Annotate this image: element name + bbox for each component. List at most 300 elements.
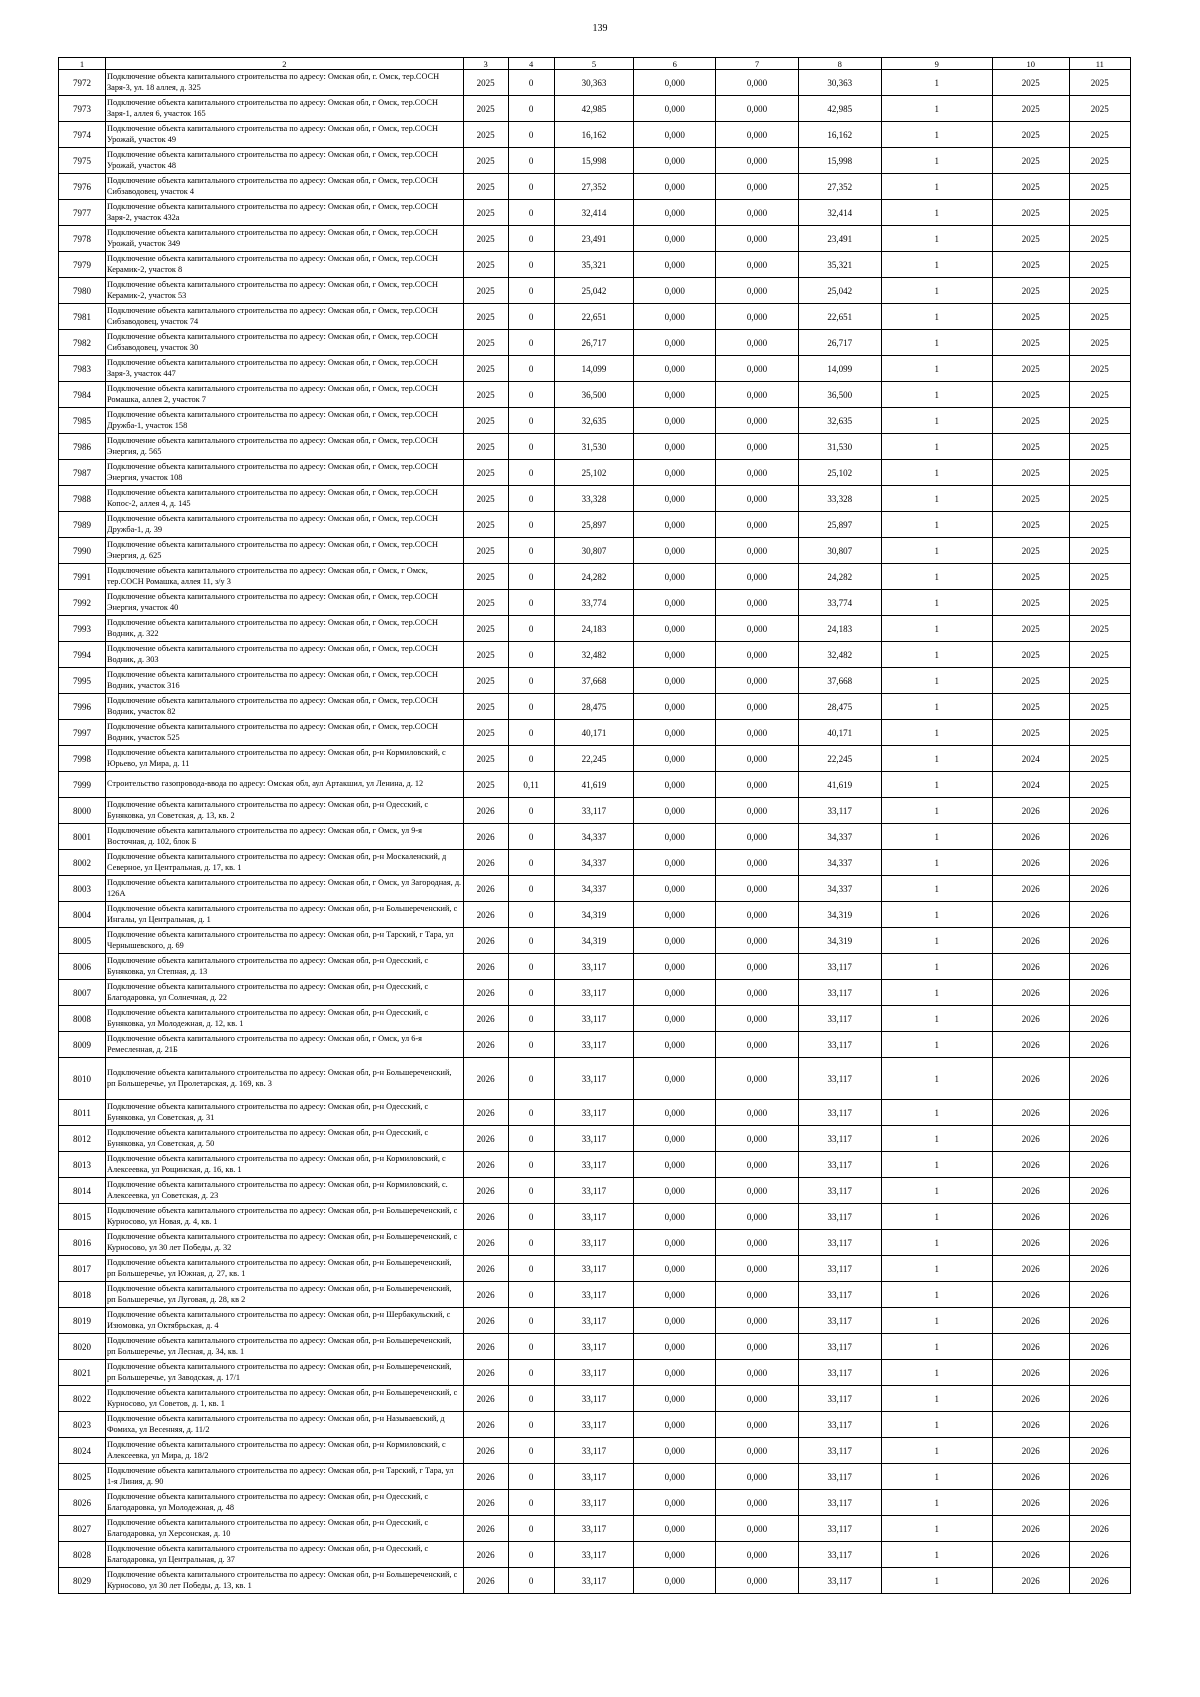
cell-cost-net: 33,117 xyxy=(798,1464,881,1490)
table-row xyxy=(59,590,1131,616)
cell-row-number: 8016 xyxy=(59,1230,106,1256)
cell-count: 1 xyxy=(881,1516,992,1542)
cell-year: 2025 xyxy=(463,356,508,382)
cell-year-start: 2026 xyxy=(992,798,1069,824)
cell-year-end: 2025 xyxy=(1069,538,1130,564)
cell-length: 0 xyxy=(508,70,554,96)
table-row xyxy=(59,70,1131,96)
cell-length: 0 xyxy=(508,564,554,590)
cell-cost-a: 0,000 xyxy=(634,928,716,954)
cell-cost-net: 33,117 xyxy=(798,1516,881,1542)
cell-cost-b: 0,000 xyxy=(716,1230,799,1256)
cell-length: 0 xyxy=(508,122,554,148)
cell-cost-b: 0,000 xyxy=(716,746,799,772)
cell-count: 1 xyxy=(881,408,992,434)
cell-description: Подключение объекта капитального строительства по адресу: Омская обл, р-н Кормиловский, с. Алексеевка, ул Советская, д. 23 xyxy=(106,1178,464,1204)
cell-row-number: 8022 xyxy=(59,1386,106,1412)
cell-description: Подключение объекта капитального строительства по адресу: Омская обл, р-н Большереченский, рп Большеречье, ул Лесная, д. 34, кв. 1 xyxy=(106,1334,464,1360)
cell-year-start: 2026 xyxy=(992,1256,1069,1282)
cell-cost-a: 0,000 xyxy=(634,70,716,96)
cell-row-number: 8029 xyxy=(59,1568,106,1594)
cell-cost-net: 25,897 xyxy=(798,512,881,538)
cell-year: 2025 xyxy=(463,564,508,590)
cell-count: 1 xyxy=(881,1256,992,1282)
cell-cost-b: 0,000 xyxy=(716,148,799,174)
cell-cost-net: 37,668 xyxy=(798,668,881,694)
cell-cost-net: 33,117 xyxy=(798,1360,881,1386)
cell-cost-a: 0,000 xyxy=(634,538,716,564)
cell-length: 0 xyxy=(508,512,554,538)
cell-cost-total: 33,117 xyxy=(554,1542,634,1568)
cell-year-start: 2024 xyxy=(992,746,1069,772)
cell-cost-total: 33,774 xyxy=(554,590,634,616)
cell-cost-a: 0,000 xyxy=(634,408,716,434)
cell-length: 0 xyxy=(508,1126,554,1152)
cell-cost-a: 0,000 xyxy=(634,902,716,928)
cell-year: 2026 xyxy=(463,1256,508,1282)
cell-year-end: 2026 xyxy=(1069,1282,1130,1308)
cell-year-start: 2025 xyxy=(992,382,1069,408)
cell-year-start: 2026 xyxy=(992,1334,1069,1360)
cell-count: 1 xyxy=(881,356,992,382)
cell-cost-total: 33,117 xyxy=(554,1032,634,1058)
cell-row-number: 7994 xyxy=(59,642,106,668)
cell-description: Подключение объекта капитального строительства по адресу: Омская обл, р-н Одесский, с Буняковка, ул Советская, д. 31 xyxy=(106,1100,464,1126)
page-number: 139 xyxy=(592,23,608,34)
cell-cost-b: 0,000 xyxy=(716,1516,799,1542)
table-row xyxy=(59,1464,1131,1490)
cell-year-start: 2026 xyxy=(992,1058,1069,1100)
cell-year-start: 2026 xyxy=(992,1412,1069,1438)
cell-cost-net: 30,807 xyxy=(798,538,881,564)
cell-length: 0 xyxy=(508,1516,554,1542)
cell-year-start: 2025 xyxy=(992,252,1069,278)
cell-cost-total: 33,117 xyxy=(554,1178,634,1204)
cell-cost-b: 0,000 xyxy=(716,538,799,564)
cell-row-number: 7974 xyxy=(59,122,106,148)
cell-row-number: 8013 xyxy=(59,1152,106,1178)
cell-cost-net: 22,245 xyxy=(798,746,881,772)
cell-length: 0 xyxy=(508,1464,554,1490)
cell-cost-a: 0,000 xyxy=(634,642,716,668)
cell-year-end: 2026 xyxy=(1069,928,1130,954)
table-row xyxy=(59,512,1131,538)
table-row xyxy=(59,1032,1131,1058)
cell-cost-b: 0,000 xyxy=(716,1100,799,1126)
table-row xyxy=(59,1006,1131,1032)
cell-cost-total: 33,117 xyxy=(554,1360,634,1386)
cell-count: 1 xyxy=(881,1152,992,1178)
table-row xyxy=(59,122,1131,148)
cell-year: 2026 xyxy=(463,1360,508,1386)
cell-cost-a: 0,000 xyxy=(634,226,716,252)
cell-cost-a: 0,000 xyxy=(634,278,716,304)
cell-cost-net: 34,319 xyxy=(798,902,881,928)
cell-cost-a: 0,000 xyxy=(634,1334,716,1360)
cell-length: 0 xyxy=(508,304,554,330)
cell-year: 2025 xyxy=(463,70,508,96)
cell-description: Подключение объекта капитального строительства по адресу: Омская обл, р-н Одесский, с Благодаровка, ул Центральная, д. 37 xyxy=(106,1542,464,1568)
cell-year-start: 2026 xyxy=(992,1542,1069,1568)
cell-count: 1 xyxy=(881,278,992,304)
cell-cost-net: 33,117 xyxy=(798,1100,881,1126)
cell-cost-net: 14,099 xyxy=(798,356,881,382)
cell-cost-net: 33,117 xyxy=(798,1334,881,1360)
cell-cost-a: 0,000 xyxy=(634,824,716,850)
table-row xyxy=(59,1230,1131,1256)
cell-length: 0 xyxy=(508,928,554,954)
cell-year-end: 2026 xyxy=(1069,1152,1130,1178)
cell-count: 1 xyxy=(881,226,992,252)
cell-description: Подключение объекта капитального строительства по адресу: Омская обл, р-н Большереченский, рп Большеречье, ул Пролетарская, д. 169, кв. 3 xyxy=(106,1058,464,1100)
table-row xyxy=(59,1152,1131,1178)
cell-year: 2026 xyxy=(463,1282,508,1308)
cell-cost-total: 33,117 xyxy=(554,1308,634,1334)
cell-year: 2025 xyxy=(463,330,508,356)
cell-description: Подключение объекта капитального строительства по адресу: Омская обл, р-н Кормиловский, с Алексеевка, ул Рощинская, д. 16, кв. 1 xyxy=(106,1152,464,1178)
cell-cost-total: 34,337 xyxy=(554,876,634,902)
cell-length: 0 xyxy=(508,798,554,824)
cell-cost-total: 24,183 xyxy=(554,616,634,642)
cell-length: 0 xyxy=(508,1178,554,1204)
table-row xyxy=(59,278,1131,304)
cell-count: 1 xyxy=(881,798,992,824)
table-row xyxy=(59,1126,1131,1152)
cell-length: 0 xyxy=(508,1256,554,1282)
cell-row-number: 7977 xyxy=(59,200,106,226)
cell-year-end: 2026 xyxy=(1069,1412,1130,1438)
cell-cost-a: 0,000 xyxy=(634,1126,716,1152)
cell-cost-b: 0,000 xyxy=(716,486,799,512)
cell-row-number: 7992 xyxy=(59,590,106,616)
cell-cost-b: 0,000 xyxy=(716,1464,799,1490)
cell-length: 0 xyxy=(508,1412,554,1438)
cell-description: Подключение объекта капитального строительства по адресу: Омская обл, г Омск, тер.СОСН Урожай, участок 349 xyxy=(106,226,464,252)
cell-year-start: 2026 xyxy=(992,824,1069,850)
cell-year: 2026 xyxy=(463,1516,508,1542)
cell-year-start: 2026 xyxy=(992,876,1069,902)
cell-row-number: 7978 xyxy=(59,226,106,252)
table-row xyxy=(59,252,1131,278)
cell-cost-b: 0,000 xyxy=(716,226,799,252)
cell-year-start: 2025 xyxy=(992,148,1069,174)
cell-row-number: 7972 xyxy=(59,70,106,96)
cell-count: 1 xyxy=(881,642,992,668)
cell-length: 0 xyxy=(508,1438,554,1464)
cell-year-start: 2025 xyxy=(992,200,1069,226)
table-row xyxy=(59,1438,1131,1464)
cell-description: Подключение объекта капитального строительства по адресу: Омская обл, р-н Одесский, с Буняковка, ул Советская, д. 50 xyxy=(106,1126,464,1152)
cell-cost-total: 33,117 xyxy=(554,1282,634,1308)
cell-description: Подключение объекта капитального строительства по адресу: Омская обл, г. Омск, тер.СОСН Заря-3, ул. 18 аллея, д. 325 xyxy=(106,70,464,96)
cell-year-end: 2026 xyxy=(1069,902,1130,928)
cell-cost-a: 0,000 xyxy=(634,720,716,746)
cell-year: 2026 xyxy=(463,1438,508,1464)
cell-year-end: 2025 xyxy=(1069,642,1130,668)
cell-cost-total: 33,117 xyxy=(554,1006,634,1032)
cell-description: Подключение объекта капитального строительства по адресу: Омская обл, г Омск, тер.СОСН Дружба-1, д. 39 xyxy=(106,512,464,538)
cell-cost-b: 0,000 xyxy=(716,1204,799,1230)
cell-year-start: 2025 xyxy=(992,408,1069,434)
cell-cost-a: 0,000 xyxy=(634,1230,716,1256)
cell-cost-a: 0,000 xyxy=(634,1308,716,1334)
cell-cost-b: 0,000 xyxy=(716,1360,799,1386)
cell-year: 2025 xyxy=(463,668,508,694)
cell-row-number: 8021 xyxy=(59,1360,106,1386)
cell-length: 0 xyxy=(508,356,554,382)
cell-length: 0 xyxy=(508,616,554,642)
table-row xyxy=(59,902,1131,928)
cell-year-end: 2025 xyxy=(1069,564,1130,590)
cell-year-start: 2025 xyxy=(992,278,1069,304)
cell-count: 1 xyxy=(881,330,992,356)
cell-year: 2026 xyxy=(463,954,508,980)
cell-cost-net: 35,321 xyxy=(798,252,881,278)
cell-year-start: 2026 xyxy=(992,1490,1069,1516)
table-row xyxy=(59,1204,1131,1230)
cell-year-end: 2026 xyxy=(1069,876,1130,902)
cell-cost-a: 0,000 xyxy=(634,1032,716,1058)
column-header: 3 xyxy=(463,58,508,70)
table-row xyxy=(59,200,1131,226)
cell-cost-b: 0,000 xyxy=(716,70,799,96)
cell-length: 0 xyxy=(508,1542,554,1568)
cell-cost-b: 0,000 xyxy=(716,1334,799,1360)
cell-cost-total: 22,651 xyxy=(554,304,634,330)
cell-cost-b: 0,000 xyxy=(716,902,799,928)
table-row xyxy=(59,148,1131,174)
cell-year-end: 2025 xyxy=(1069,148,1130,174)
table-row xyxy=(59,1178,1131,1204)
table-row xyxy=(59,174,1131,200)
cell-cost-b: 0,000 xyxy=(716,200,799,226)
cell-cost-total: 26,717 xyxy=(554,330,634,356)
cell-length: 0 xyxy=(508,252,554,278)
cell-cost-a: 0,000 xyxy=(634,1490,716,1516)
cell-cost-b: 0,000 xyxy=(716,1412,799,1438)
cell-year-start: 2025 xyxy=(992,668,1069,694)
cell-cost-net: 33,117 xyxy=(798,1126,881,1152)
cell-year-start: 2026 xyxy=(992,902,1069,928)
cell-cost-total: 33,117 xyxy=(554,1516,634,1542)
cell-year: 2026 xyxy=(463,1100,508,1126)
cell-cost-b: 0,000 xyxy=(716,330,799,356)
cell-year: 2026 xyxy=(463,1412,508,1438)
cell-description: Подключение объекта капитального строительства по адресу: Омская обл, г Омск, тер.СОСН Урожай, участок 48 xyxy=(106,148,464,174)
cell-cost-net: 26,717 xyxy=(798,330,881,356)
cell-length: 0 xyxy=(508,876,554,902)
cell-cost-net: 33,117 xyxy=(798,798,881,824)
cell-cost-total: 31,530 xyxy=(554,434,634,460)
cell-cost-net: 34,337 xyxy=(798,850,881,876)
header-row xyxy=(59,58,1131,70)
cell-length: 0 xyxy=(508,590,554,616)
cell-count: 1 xyxy=(881,668,992,694)
cell-length: 0 xyxy=(508,1568,554,1594)
table-row xyxy=(59,434,1131,460)
cell-length: 0 xyxy=(508,1308,554,1334)
cell-length: 0 xyxy=(508,1032,554,1058)
table-row xyxy=(59,1334,1131,1360)
cell-description: Подключение объекта капитального строительства по адресу: Омская обл, р-н Большереченский, с Курносово, ул 30 лет Победы, д. 13, кв. 1 xyxy=(106,1568,464,1594)
cell-cost-a: 0,000 xyxy=(634,1568,716,1594)
cell-length: 0 xyxy=(508,720,554,746)
cell-cost-a: 0,000 xyxy=(634,460,716,486)
cell-year: 2026 xyxy=(463,1490,508,1516)
cell-length: 0 xyxy=(508,694,554,720)
cell-row-number: 8017 xyxy=(59,1256,106,1282)
cell-year-start: 2026 xyxy=(992,1032,1069,1058)
cell-row-number: 7986 xyxy=(59,434,106,460)
table-row xyxy=(59,564,1131,590)
cell-year-start: 2026 xyxy=(992,1006,1069,1032)
cell-row-number: 7984 xyxy=(59,382,106,408)
cell-row-number: 8010 xyxy=(59,1058,106,1100)
table-row xyxy=(59,304,1131,330)
cell-year-start: 2025 xyxy=(992,96,1069,122)
cell-row-number: 7989 xyxy=(59,512,106,538)
cell-cost-b: 0,000 xyxy=(716,356,799,382)
cell-row-number: 8007 xyxy=(59,980,106,1006)
cell-cost-net: 40,171 xyxy=(798,720,881,746)
cell-year-start: 2026 xyxy=(992,954,1069,980)
cell-year-end: 2026 xyxy=(1069,1230,1130,1256)
cell-cost-a: 0,000 xyxy=(634,1542,716,1568)
cell-year: 2025 xyxy=(463,434,508,460)
cell-row-number: 8008 xyxy=(59,1006,106,1032)
cell-cost-b: 0,000 xyxy=(716,1438,799,1464)
table-body xyxy=(59,70,1131,1594)
cell-cost-b: 0,000 xyxy=(716,1490,799,1516)
cell-cost-total: 33,117 xyxy=(554,1412,634,1438)
cell-cost-b: 0,000 xyxy=(716,1308,799,1334)
table-row xyxy=(59,1568,1131,1594)
cell-cost-a: 0,000 xyxy=(634,1058,716,1100)
cell-length: 0 xyxy=(508,1386,554,1412)
table-row xyxy=(59,1308,1131,1334)
cell-year: 2026 xyxy=(463,1126,508,1152)
cell-cost-total: 34,319 xyxy=(554,902,634,928)
cell-year-start: 2025 xyxy=(992,538,1069,564)
cell-cost-net: 28,475 xyxy=(798,694,881,720)
cell-row-number: 8018 xyxy=(59,1282,106,1308)
table-row xyxy=(59,876,1131,902)
cell-cost-total: 33,117 xyxy=(554,1100,634,1126)
cell-cost-net: 34,337 xyxy=(798,824,881,850)
cell-cost-total: 14,099 xyxy=(554,356,634,382)
cell-cost-net: 34,337 xyxy=(798,876,881,902)
cell-cost-net: 33,117 xyxy=(798,1568,881,1594)
cell-row-number: 8001 xyxy=(59,824,106,850)
cell-cost-total: 30,363 xyxy=(554,70,634,96)
cell-year-end: 2026 xyxy=(1069,1204,1130,1230)
cell-description: Подключение объекта капитального строительства по адресу: Омская обл, р-н Большереченский, с Ингалы, ул Центральная, д. 1 xyxy=(106,902,464,928)
cell-year: 2026 xyxy=(463,1006,508,1032)
cell-year-end: 2025 xyxy=(1069,460,1130,486)
column-header: 4 xyxy=(508,58,554,70)
cell-year-start: 2025 xyxy=(992,356,1069,382)
cell-year-start: 2026 xyxy=(992,980,1069,1006)
cell-cost-b: 0,000 xyxy=(716,824,799,850)
cell-cost-net: 33,117 xyxy=(798,1256,881,1282)
cell-year: 2025 xyxy=(463,174,508,200)
cell-length: 0 xyxy=(508,980,554,1006)
cell-year: 2025 xyxy=(463,538,508,564)
column-header: 11 xyxy=(1069,58,1130,70)
cell-description: Подключение объекта капитального строительства по адресу: Омская обл, г Омск, тер.СОСН Водник, участок 82 xyxy=(106,694,464,720)
cell-year: 2026 xyxy=(463,980,508,1006)
table-row xyxy=(59,1256,1131,1282)
cell-cost-b: 0,000 xyxy=(716,408,799,434)
cell-cost-a: 0,000 xyxy=(634,96,716,122)
cell-cost-a: 0,000 xyxy=(634,1360,716,1386)
cell-cost-net: 32,635 xyxy=(798,408,881,434)
cell-year: 2025 xyxy=(463,460,508,486)
table-row xyxy=(59,824,1131,850)
cell-cost-total: 34,337 xyxy=(554,824,634,850)
cell-count: 1 xyxy=(881,1204,992,1230)
cell-row-number: 7982 xyxy=(59,330,106,356)
column-header: 7 xyxy=(716,58,799,70)
cell-year-start: 2024 xyxy=(992,772,1069,798)
cell-cost-a: 0,000 xyxy=(634,148,716,174)
table-row xyxy=(59,1360,1131,1386)
cell-year: 2025 xyxy=(463,96,508,122)
cell-count: 1 xyxy=(881,1058,992,1100)
cell-cost-total: 30,807 xyxy=(554,538,634,564)
cell-cost-total: 33,117 xyxy=(554,1230,634,1256)
cell-cost-a: 0,000 xyxy=(634,616,716,642)
cell-cost-net: 33,117 xyxy=(798,1204,881,1230)
cell-cost-b: 0,000 xyxy=(716,1282,799,1308)
cell-count: 1 xyxy=(881,512,992,538)
cell-year: 2026 xyxy=(463,850,508,876)
cell-description: Подключение объекта капитального строительства по адресу: Омская обл, р-н Тарский, г Тара, ул 1-я Линия, д. 90 xyxy=(106,1464,464,1490)
cell-count: 1 xyxy=(881,954,992,980)
cell-description: Подключение объекта капитального строительства по адресу: Омская обл, г Омск, ул 6-я Ремесленная, д. 21Б xyxy=(106,1032,464,1058)
cell-year-end: 2025 xyxy=(1069,486,1130,512)
cell-year: 2026 xyxy=(463,1464,508,1490)
cell-description: Подключение объекта капитального строительства по адресу: Омская обл, р-н Одесский, с Буняковка, ул Степная, д. 13 xyxy=(106,954,464,980)
cell-cost-a: 0,000 xyxy=(634,876,716,902)
cell-cost-a: 0,000 xyxy=(634,304,716,330)
table-row xyxy=(59,330,1131,356)
cell-year-start: 2025 xyxy=(992,720,1069,746)
cell-length: 0 xyxy=(508,486,554,512)
cell-cost-b: 0,000 xyxy=(716,304,799,330)
cell-description: Строительство газопровода-ввода по адресу: Омская обл, аул Артакшил, ул Ленина, д. 12 xyxy=(106,772,464,798)
cell-cost-total: 25,102 xyxy=(554,460,634,486)
cell-year: 2025 xyxy=(463,252,508,278)
cell-length: 0 xyxy=(508,1152,554,1178)
cell-cost-total: 33,117 xyxy=(554,1256,634,1282)
cell-cost-a: 0,000 xyxy=(634,382,716,408)
cell-cost-a: 0,000 xyxy=(634,252,716,278)
table-row xyxy=(59,668,1131,694)
cell-description: Подключение объекта капитального строительства по адресу: Омская обл, р-н Большереченский, с Курносово, ул Советов, д. 1, кв. 1 xyxy=(106,1386,464,1412)
cell-cost-total: 23,491 xyxy=(554,226,634,252)
cell-cost-net: 33,117 xyxy=(798,1438,881,1464)
cell-description: Подключение объекта капитального строительства по адресу: Омская обл, г Омск, тер.СОСН Энергия, участок 108 xyxy=(106,460,464,486)
cell-cost-a: 0,000 xyxy=(634,694,716,720)
cell-description: Подключение объекта капитального строительства по адресу: Омская обл, г Омск, тер.СОСН Водник, д. 303 xyxy=(106,642,464,668)
cell-cost-b: 0,000 xyxy=(716,1126,799,1152)
cell-description: Подключение объекта капитального строительства по адресу: Омская обл, р-н Большереченский, рп Большеречье, ул Луговая, д. 28, кв 2 xyxy=(106,1282,464,1308)
cell-length: 0 xyxy=(508,850,554,876)
cell-length: 0 xyxy=(508,278,554,304)
cell-count: 1 xyxy=(881,590,992,616)
cell-year-end: 2026 xyxy=(1069,1006,1130,1032)
